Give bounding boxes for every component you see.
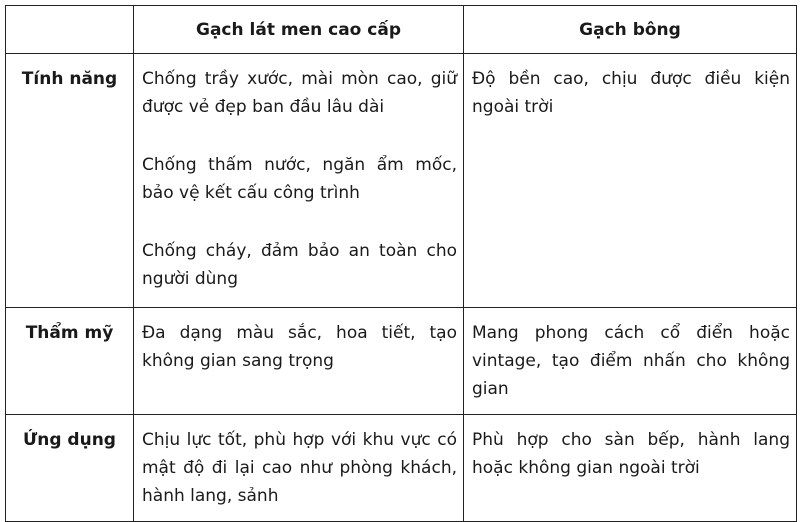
cell-paragraph: Độ bền cao, chịu được điều kiện ngoài trời: [472, 69, 790, 117]
comparison-table: [5, 5, 797, 522]
cell-paragraph: Phù hợp cho sàn bếp, hành lang hoặc không gian ngoài trời: [472, 430, 790, 478]
cell-col-a: [134, 308, 464, 415]
row-label: Thẩm mỹ: [6, 308, 134, 415]
cell-paragraph: Chống cháy, đảm bảo an toàn cho người dùng: [142, 241, 457, 289]
table-row: [6, 54, 797, 308]
header-col-b: Gạch bông: [464, 6, 797, 54]
cell-paragraph: Đa dạng màu sắc, hoa tiết, tạo không gian sang trọng: [142, 323, 457, 371]
cell-col-b: [464, 54, 797, 308]
cell-col-a: [134, 415, 464, 522]
header-col-a: Gạch lát men cao cấp: [134, 6, 464, 54]
header-corner: [6, 6, 134, 54]
row-label: Ứng dụng: [6, 415, 134, 522]
cell-col-a: [134, 54, 464, 308]
cell-paragraph: Chống trầy xước, mài mòn cao, giữ được vẻ đẹp ban đầu lâu dài: [142, 69, 457, 117]
table-row: [6, 308, 797, 415]
row-label: Tính năng: [6, 54, 134, 308]
cell-col-b: [464, 415, 797, 522]
cell-paragraph: Mang phong cách cổ điển hoặc vintage, tạo điểm nhấn cho không gian: [472, 323, 790, 399]
cell-paragraph: Chống thấm nước, ngăn ẩm mốc, bảo vệ kết cấu công trình: [142, 155, 457, 203]
cell-paragraph: Chịu lực tốt, phù hợp với khu vực có mật độ đi lại cao như phòng khách, hành lang, sảnh: [142, 430, 457, 506]
cell-col-b: [464, 308, 797, 415]
header-row: [6, 6, 797, 54]
table-row: [6, 415, 797, 522]
